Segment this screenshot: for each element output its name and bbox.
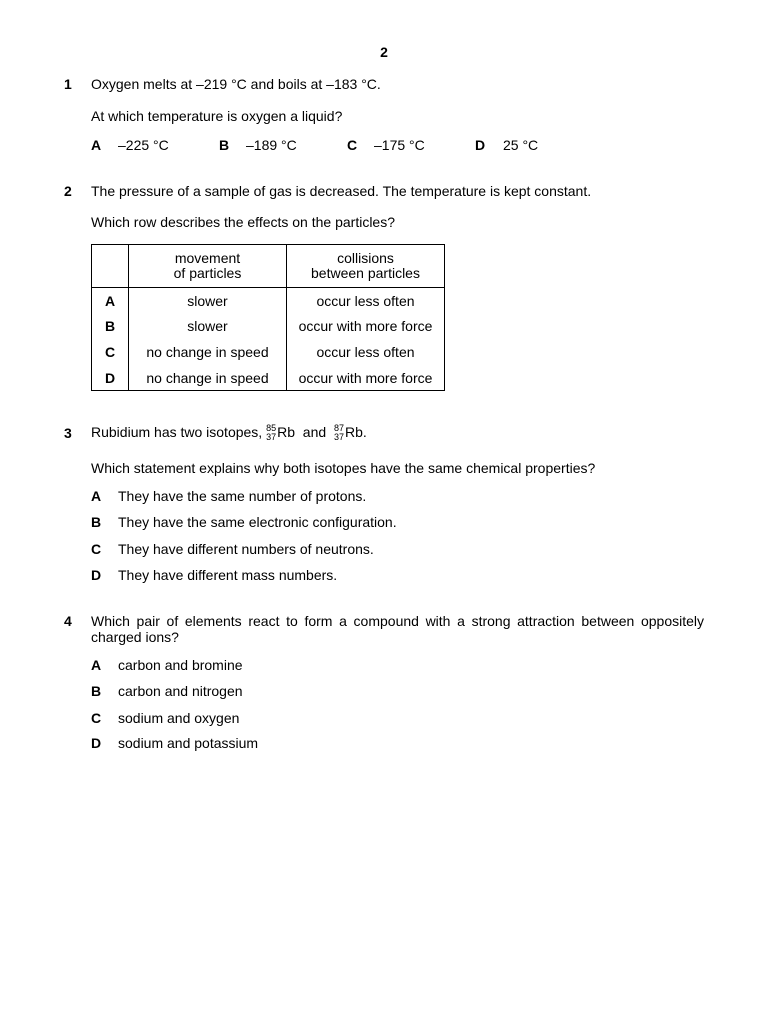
q2-row-collisions: occur with more force (287, 314, 445, 340)
q2-row-letter: D (92, 365, 129, 391)
q1-option-c-letter: C (347, 137, 358, 153)
q4-option-a-text: carbon and bromine (118, 657, 243, 673)
question-1-stem: Oxygen melts at –219 °C and boils at –183 °C. (91, 76, 381, 92)
q1-option-b-text: –189 °C (246, 137, 297, 153)
q2-header-blank-cell (92, 245, 129, 288)
question-3-prompt: Which statement explains why both isotopes have the same chemical properties? (91, 460, 596, 476)
q2-row-letter: A (92, 288, 129, 314)
q2-table-header-row (92, 245, 445, 288)
q4-option-a-letter: A (91, 657, 102, 673)
q2-table-row (92, 365, 445, 391)
q2-header-movement-line2: of particles (173, 265, 242, 281)
q3-isotope-1-atomic-number: 37 (266, 432, 277, 443)
q3-isotope-2-numbers (334, 424, 344, 442)
q2-row-movement: no change in speed (129, 365, 287, 391)
q4-option-c-text: sodium and oxygen (118, 710, 240, 726)
q3-stem-suffix: . (362, 424, 367, 440)
q3-option-d-text: They have different mass numbers. (118, 567, 338, 583)
q3-isotope-1-mass-number: 85 (266, 423, 277, 434)
q2-row-movement: slower (129, 288, 287, 314)
q2-header-collisions-line1: collisions (337, 250, 394, 266)
q2-row-movement: no change in speed (129, 339, 287, 365)
q2-row-letter: C (92, 339, 129, 365)
q3-isotope-1-numbers (266, 424, 276, 442)
q3-option-c-text: They have different numbers of neutrons. (118, 541, 374, 557)
q2-table-row (92, 339, 445, 365)
q3-option-a-letter: A (91, 488, 102, 504)
q3-isotope-2-symbol: Rb (344, 424, 363, 440)
q2-table-row (92, 314, 445, 340)
q3-isotope-1-symbol: Rb (277, 424, 296, 440)
q2-row-collisions: occur with more force (287, 365, 445, 391)
q4-option-d-letter: D (91, 735, 102, 751)
q2-row-collisions: occur less often (287, 339, 445, 365)
q3-option-b-text: They have the same electronic configuration. (118, 514, 397, 530)
q1-option-a-text: –225 °C (118, 137, 169, 153)
q3-stem-prefix: Rubidium has two isotopes, (91, 424, 263, 440)
q3-isotope-2-mass-number: 87 (333, 423, 344, 434)
q3-option-a-text: They have the same number of protons. (118, 488, 367, 504)
q1-option-c-text: –175 °C (374, 137, 425, 153)
q3-conjunction: and (302, 424, 327, 440)
q3-option-d-letter: D (91, 567, 102, 583)
q2-row-movement: slower (129, 314, 287, 340)
q2-header-collisions (287, 245, 445, 288)
q2-table-row (92, 288, 445, 314)
question-2-stem: The pressure of a sample of gas is decreased. The temperature is kept constant. (91, 183, 592, 199)
question-3-stem (91, 421, 367, 443)
q3-option-b-letter: B (91, 514, 102, 530)
q3-isotope-2-atomic-number: 37 (333, 432, 344, 443)
question-3-number: 3 (64, 425, 72, 441)
q4-option-d-text: sodium and potassium (118, 735, 259, 751)
question-1-prompt: At which temperature is oxygen a liquid? (91, 108, 343, 124)
q3-option-c-letter: C (91, 541, 102, 557)
q4-option-b-text: carbon and nitrogen (118, 683, 243, 699)
q2-row-letter: B (92, 314, 129, 340)
question-4-stem: Which pair of elements react to form a compound with a strong attraction between oppositely charged ions? (91, 613, 704, 645)
q1-option-d-text: 25 °C (503, 137, 539, 153)
q4-option-b-letter: B (91, 683, 102, 699)
q2-header-collisions-line2: between particles (311, 265, 420, 281)
q1-option-d-letter: D (475, 137, 486, 153)
question-4-number: 4 (64, 613, 72, 629)
q2-header-movement (129, 245, 287, 288)
q1-option-b-letter: B (219, 137, 230, 153)
question-2-number: 2 (64, 183, 72, 199)
q4-option-c-letter: C (91, 710, 102, 726)
q2-header-movement-line1: movement (174, 250, 241, 266)
question-1-number: 1 (64, 76, 72, 92)
q2-row-collisions: occur less often (287, 288, 445, 314)
question-2-prompt: Which row describes the effects on the particles? (91, 214, 396, 230)
q2-answer-table (91, 244, 445, 391)
page-number: 2 (380, 44, 388, 60)
q1-option-a-letter: A (91, 137, 102, 153)
